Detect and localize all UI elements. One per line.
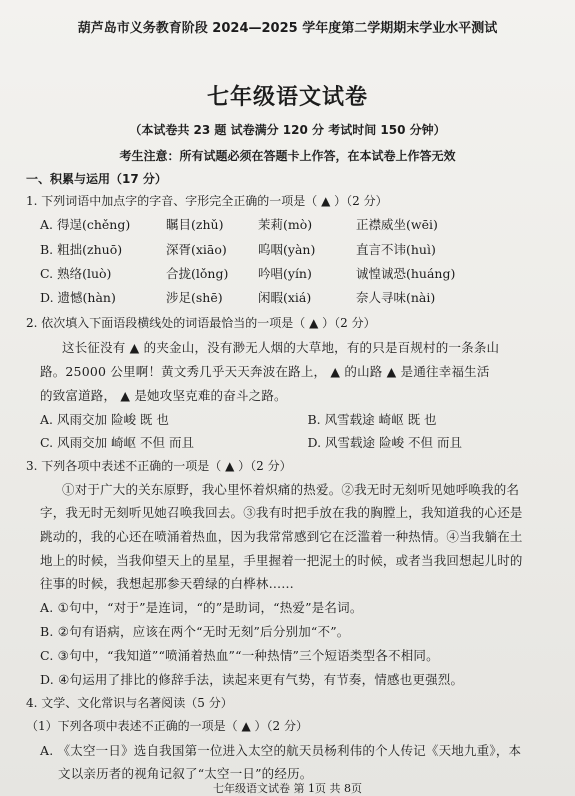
q4-option-a-cont: 文以亲历者的视角记叙了“太空一日”的经历。 [58, 766, 313, 781]
q2-option-d: D. 风雪载途 险峻 不但 而且 [307, 435, 462, 450]
q2-options-row [0, 433, 575, 451]
q3-passage-line: 字，我无时无刻听见她召唤我回去。③我有时把手放在我的胸膛上，我知道我的心还是 [40, 505, 523, 520]
exam-title: 葫芦岛市义务教育阶段 2024—2025 学年度第二学期期末学业水平测试 [77, 21, 498, 36]
q1-c-3: 吟唱(yín) [258, 266, 312, 281]
q3-option-d: D. ④句运用了排比的修辞手法，读起来更有气势，有节奏，情感也更强烈。 [40, 672, 464, 687]
q1-b-3: 呜咽(yàn) [258, 242, 316, 257]
section-title: 一、积累与运用（17 分） [26, 172, 167, 186]
q2-option-b: B. 风雪载途 崎岖 既 也 [307, 412, 437, 427]
q3-option-a: A. ①句中，“对于”是连词，“的”是助词，“热爱”是名词。 [40, 600, 363, 615]
q1-d-4: 奈人寻味(nài) [356, 290, 436, 305]
q2-stem: 2. 依次填入下面语段横线处的词语最恰当的一项是（ ▲ ）（2 分） [26, 316, 376, 330]
q3-passage-line: 跳动的，我的心还在喷涌着热血，因为我常常感到它在泛滥着一种热情。④当我躺在土 [40, 529, 523, 544]
q1-b-2: 深胥(xiāo) [166, 242, 227, 257]
q2-passage-line: 路。25000 公里啊！黄文秀几乎天天奔波在路上， ▲ 的山路 ▲ 是通往幸福生活 [40, 364, 490, 379]
q1-a-1: A. 得逞(chěng) [40, 217, 131, 232]
q2-options-row [0, 410, 575, 428]
q2-option-c: C. 风雨交加 崎岖 不但 而且 [40, 435, 194, 450]
q2-option-a: A. 风雨交加 险峻 既 也 [40, 412, 169, 427]
q4-sub1-stem: （1）下列各项中表述不正确的一项是（ ▲ ）（2 分） [26, 719, 308, 733]
q3-option-b: B. ②句有语病，应该在两个“无时无刻”后分别加“不”。 [40, 624, 350, 639]
q1-c-4: 诚惶诚恐(huáng) [356, 266, 456, 281]
exam-notice: 考生注意：所有试题必须在答题卡上作答，在本试卷上作答无效 [119, 149, 456, 163]
q1-stem: 1. 下列词语中加点字的字音、字形完全正确的一项是（ ▲ ）（2 分） [26, 194, 388, 208]
q1-c-1: C. 熟络(luò) [40, 266, 112, 281]
q3-stem: 3. 下列各项中表述不正确的一项是（ ▲ ）（2 分） [26, 459, 292, 473]
q4-stem: 4. 文学、文化常识与名著阅读（5 分） [26, 696, 233, 710]
q3-passage-line: 往事的时候，我想起那参天碧绿的白桦林…… [40, 576, 295, 591]
q1-option-b [0, 240, 575, 258]
q1-a-4: 正襟威坐(wēi) [356, 217, 438, 232]
q4-option-a: A. 《太空一日》选自我国第一位进入太空的航天员杨利伟的个人传记《天地九重》，本 [40, 743, 522, 758]
q1-a-2: 瞩目(zhǔ) [166, 217, 224, 232]
q3-passage-line: ①对于广大的关东原野，我心里怀着炽痛的热爱。②我无时无刻听见她呼唤我的名 [62, 482, 520, 497]
page-footer: 七年级语文试卷 第 1页 共 8页 [213, 782, 362, 795]
q2-passage-line: 的致富道路， ▲ 是她攻坚克难的奋斗之路。 [40, 388, 287, 403]
q1-a-3: 茉莉(mò) [258, 217, 313, 232]
q1-option-a [0, 215, 575, 233]
exam-info: （本试卷共 23 题 试卷满分 120 分 考试时间 150 分钟） [129, 123, 446, 137]
q1-b-4: 直言不讳(huì) [356, 242, 436, 257]
q2-passage-line: 这长征没有 ▲ 的夹金山，没有渺无人烟的大草地，有的只是百规村的一条条山 [62, 340, 500, 355]
q1-option-c [0, 264, 575, 282]
q1-d-3: 闲暇(xiá) [258, 290, 312, 305]
q1-d-2: 涉足(shē) [166, 290, 223, 305]
q3-option-c: C. ③句中，“我知道”“喷涌着热血”“一种热情”三个短语类型各不相同。 [40, 648, 439, 663]
q1-b-1: B. 粗拙(zhuō) [40, 242, 123, 257]
q1-d-1: D. 遗憾(hàn) [40, 290, 116, 305]
q1-option-d [0, 288, 575, 306]
paper-title: 七年级语文试卷 [206, 85, 368, 110]
q3-passage-line: 地上的时候，当我仰望天上的星星，手里握着一把泥土的时候，或者当我回想起儿时的 [40, 553, 523, 568]
q1-c-2: 合拢(lǒng) [166, 266, 229, 281]
